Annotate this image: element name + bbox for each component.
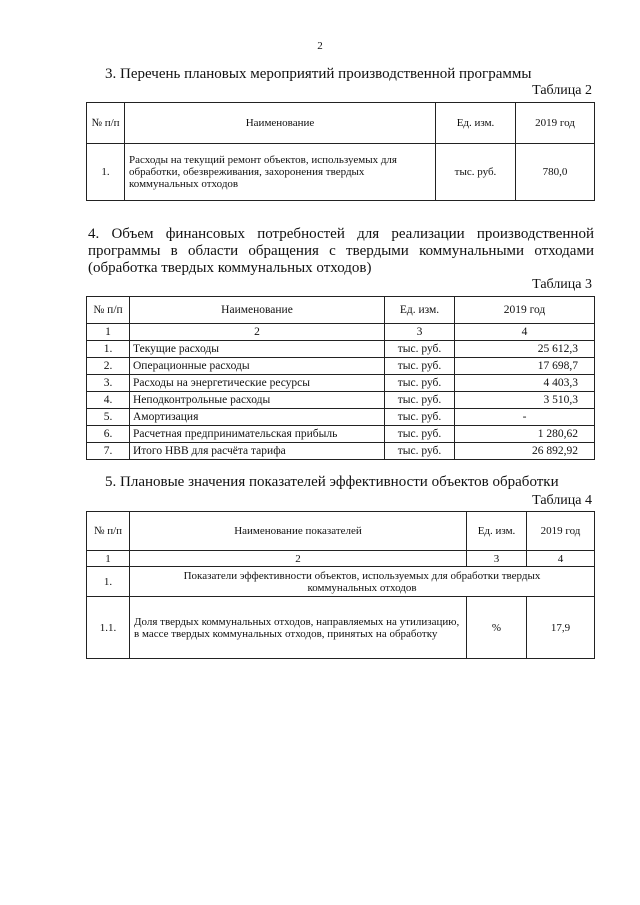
table-cell: 2 — [130, 324, 385, 341]
table-cell: тыс. руб. — [385, 426, 455, 443]
table-3-header-cell: 2019 год — [455, 297, 595, 324]
table-2-header-cell: Ед. изм. — [436, 103, 516, 144]
table-cell: 4 — [455, 324, 595, 341]
table-cell: Неподконтрольные расходы — [130, 392, 385, 409]
table-cell: 17 698,7 — [455, 358, 595, 375]
table-4-header-cell: Наименование показателей — [130, 512, 467, 551]
table-2-header-row — [87, 103, 595, 144]
table-row — [87, 426, 595, 443]
table-4-header-row — [87, 512, 595, 551]
table-cell: 6. — [87, 426, 130, 443]
table-3-caption: Таблица 3 — [532, 277, 592, 292]
table-cell: 1 280,62 — [455, 426, 595, 443]
table-cell: - — [455, 409, 595, 426]
table-3-numbering-row — [87, 324, 595, 341]
table-cell: 3 — [385, 324, 455, 341]
table-cell: 2 — [130, 551, 467, 567]
table-cell: Расходы на текущий ремонт объектов, используемых для обработки, обезвреживания, захоронения твердых коммунальных отходов — [125, 144, 436, 201]
table-2 — [86, 102, 595, 201]
table-cell: тыс. руб. — [385, 358, 455, 375]
table-3-header-cell: Ед. изм. — [385, 297, 455, 324]
table-3-header-cell: № п/п — [87, 297, 130, 324]
table-4-header-cell: Ед. изм. — [467, 512, 527, 551]
table-cell: 4. — [87, 392, 130, 409]
table-cell: Амортизация — [130, 409, 385, 426]
table-cell: % — [467, 597, 527, 659]
table-cell: Текущие расходы — [130, 341, 385, 358]
section-3-heading: 3. Перечень плановых мероприятий производственной программы — [105, 66, 532, 82]
table-cell: Расчетная предпринимательская прибыль — [130, 426, 385, 443]
table-cell: 3 510,3 — [455, 392, 595, 409]
table-cell: 1 — [87, 324, 130, 341]
table-cell: тыс. руб. — [436, 144, 516, 201]
table-cell: 17,9 — [527, 597, 595, 659]
table-cell: 3 — [467, 551, 527, 567]
table-row — [87, 392, 595, 409]
table-cell: тыс. руб. — [385, 341, 455, 358]
table-cell: тыс. руб. — [385, 375, 455, 392]
table-4-header-cell: 2019 год — [527, 512, 595, 551]
table-cell: Расходы на энергетические ресурсы — [130, 375, 385, 392]
table-cell: тыс. руб. — [385, 443, 455, 460]
table-2-header-cell: № п/п — [87, 103, 125, 144]
table-cell: 4 403,3 — [455, 375, 595, 392]
table-cell: 1. — [87, 341, 130, 358]
table-4-caption: Таблица 4 — [532, 493, 592, 508]
table-3-header-cell: Наименование — [130, 297, 385, 324]
table-2-header-cell: 2019 год — [516, 103, 595, 144]
table-row — [87, 358, 595, 375]
section-4-heading: 4. Объем финансовых потребностей для реализации производственной программы в области обращения с твердыми коммунальными отходами (обработка твердых коммунальных отходов) — [88, 226, 594, 276]
table-cell: 2. — [87, 358, 130, 375]
table-2-caption: Таблица 2 — [532, 83, 592, 98]
table-cell: Операционные расходы — [130, 358, 385, 375]
table-cell: 7. — [87, 443, 130, 460]
table-cell: 25 612,3 — [455, 341, 595, 358]
table-cell: 1.1. — [87, 597, 130, 659]
table-cell: Показатели эффективности объектов, используемых для обработки твердых коммунальных отходов — [130, 567, 595, 597]
table-row — [87, 341, 595, 358]
table-4-header-cell: № п/п — [87, 512, 130, 551]
table-cell: 5. — [87, 409, 130, 426]
table-cell: 1. — [87, 567, 130, 597]
table-2-header-cell: Наименование — [125, 103, 436, 144]
table-cell: Доля твердых коммунальных отходов, направляемых на утилизацию, в массе твердых коммунальных отходов, принятых на обработку — [130, 597, 467, 659]
section-5-heading: 5. Плановые значения показателей эффективности объектов обработки — [105, 474, 559, 490]
table-cell: 26 892,92 — [455, 443, 595, 460]
table-3-header-row — [87, 297, 595, 324]
table-4-numbering-row — [87, 551, 595, 567]
table-cell: 1 — [87, 551, 130, 567]
table-row — [87, 597, 595, 659]
table-cell: 3. — [87, 375, 130, 392]
table-cell: Итого НВВ для расчёта тарифа — [130, 443, 385, 460]
table-cell: тыс. руб. — [385, 392, 455, 409]
table-cell: тыс. руб. — [385, 409, 455, 426]
table-row — [87, 443, 595, 460]
table-row — [87, 409, 595, 426]
table-row — [87, 375, 595, 392]
table-4 — [86, 511, 595, 659]
table-cell: 780,0 — [516, 144, 595, 201]
page-number: 2 — [317, 40, 323, 52]
table-4-group-row — [87, 567, 595, 597]
table-3 — [86, 296, 595, 460]
table-row — [87, 144, 595, 201]
table-cell: 4 — [527, 551, 595, 567]
table-cell: 1. — [87, 144, 125, 201]
